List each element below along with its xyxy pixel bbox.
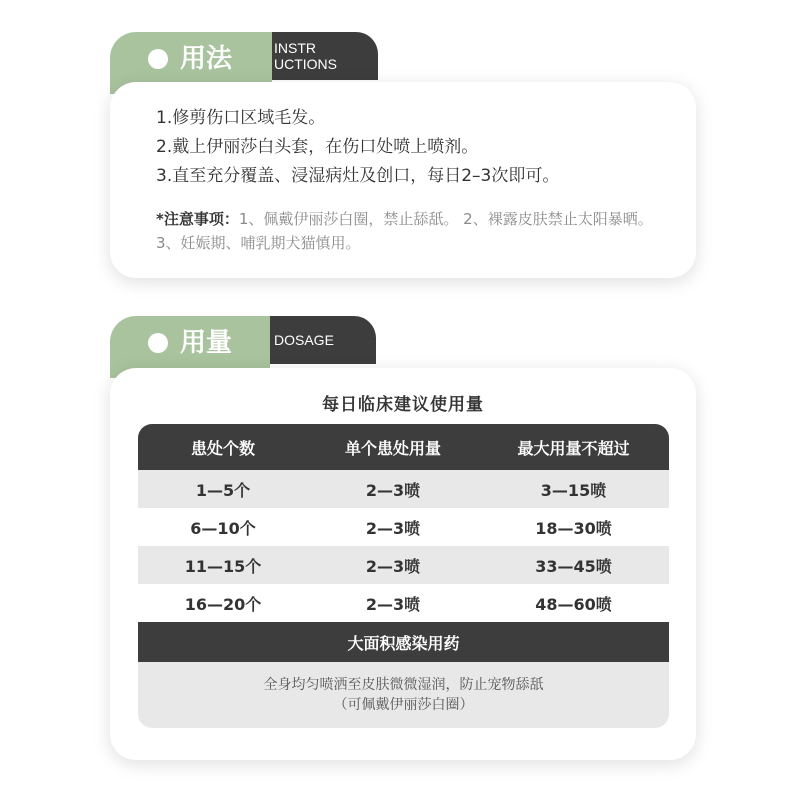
instructions-subtitle-line1: INSTR [274,40,316,56]
large-area-instructions [138,662,669,728]
header-cell-max-dose: 最大用量不超过 [517,438,630,458]
circle-bullet-icon [148,333,168,353]
precautions-body: 1、佩戴伊丽莎白圈，禁止舔舐。 2、裸露皮肤禁止太阳暴晒。3、妊娠期、哺乳期犬猫慎用。 [156,210,653,252]
dosage-card [110,368,696,760]
dosage-subtitle: DOSAGE [260,316,376,364]
table-cell: 48—60喷 [535,594,612,614]
header-cell-single-dose: 单个患处用量 [344,438,441,458]
large-area-infection-band: 大面积感染用药 [138,622,669,662]
table-cell: 3—15喷 [540,480,607,500]
instructions-subtitle [260,32,378,80]
table-cell: 18—30喷 [535,518,612,538]
table-header [138,424,669,470]
table-row [138,470,669,508]
precautions-label: *注意事项： [156,210,239,228]
table-cell: 16—20个 [184,594,262,614]
dosage-table [138,424,669,728]
table-cell: 33—45喷 [535,556,612,576]
dosage-table-title: 每日临床建议使用量 [322,395,484,415]
instruction-step: 2.戴上伊丽莎白头套，在伤口处喷上喷剂。 [156,137,479,157]
precautions-text [156,207,666,255]
instructions-subtitle-line2: UCTIONS [274,56,337,72]
table-row [138,546,669,584]
large-area-text-line1: 全身均匀喷洒至皮肤微微湿润，防止宠物舔舐 [263,677,544,693]
dosage-title: 用量 [180,328,233,358]
table-row [138,584,669,622]
table-cell: 2—3喷 [365,518,421,538]
table-cell: 11—15个 [184,556,262,576]
table-cell: 1—5个 [195,480,251,500]
table-row [138,508,669,546]
table-cell: 2—3喷 [365,480,421,500]
circle-bullet-icon [148,49,168,69]
instructions-title: 用法 [180,44,233,74]
header-cell-lesion-count: 患处个数 [190,438,255,458]
large-area-text-line2: （可佩戴伊丽莎白圈） [333,697,474,713]
table-cell: 6—10个 [190,518,256,538]
instruction-step: 1.修剪伤口区域毛发。 [156,108,326,128]
table-cell: 2—3喷 [365,556,421,576]
instructions-card [110,82,696,278]
instruction-step: 3.直至充分覆盖、浸湿病灶及创口，每日2–3次即可。 [156,166,560,186]
table-cell: 2—3喷 [365,594,421,614]
